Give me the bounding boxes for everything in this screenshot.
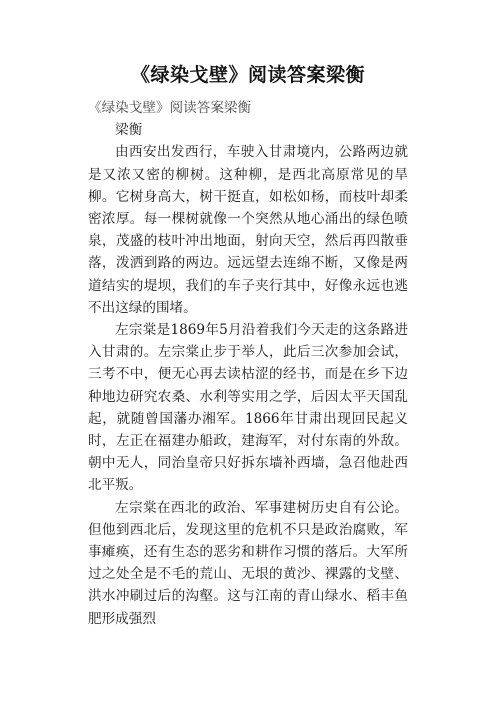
author-line: 梁衡 <box>115 122 143 139</box>
document-body <box>88 97 408 630</box>
body-paragraph-2: 左宗棠是1869年5月沿着我们今天走的这条路进入甘肃的。左宗棠止步于举人，此后三次参加会试，三考不中，便无心再去读枯涩的经书，而是在乡下边种地边研究农桑、水利等实用之学，后因太平天国乱起，就随曾国藩办湘军。1866年甘肃出现回民起义时，左正在福建办船政，建海军，对付东南的外敌。朝中无人，同治皇帝只好拆东墙补西墙，急召他赴西北平叛。 <box>88 322 408 494</box>
document-title: 《绿染戈壁》阅读答案梁衡 <box>130 64 365 86</box>
document-subtitle: 《绿染戈壁》阅读答案梁衡 <box>88 100 252 116</box>
body-paragraph-3: 左宗棠在西北的政治、军事建树历史自有公论。但他到西北后，发现这里的危机不只是政治腐败，军事瘫痪，还有生态的恶劣和耕作习惯的落后。大军所过之处全是不毛的荒山、无垠的黄沙、裸露的戈壁、洪水冲刷过后的沟壑。这与江南的青山绿水、稻丰鱼肥形成强烈 <box>88 499 408 627</box>
body-paragraph-1: 由西安出发西行，车驶入甘肃境内，公路两边就是又浓又密的柳树。这种柳，是西北高原常见的旱柳。它树身高大，树干挺直，如松如杨，而枝叶却柔密浓厚。每一棵树就像一个突然从地心涌出的绿色喷泉，茂盛的枝叶冲出地面，射向天空，然后再四散垂落，泼洒到路的两边。远远望去连绵不断，又像是两道结实的堤坝，我们的车子夹行其中，好像永远也逃不出这绿的围堵。 <box>88 144 408 316</box>
